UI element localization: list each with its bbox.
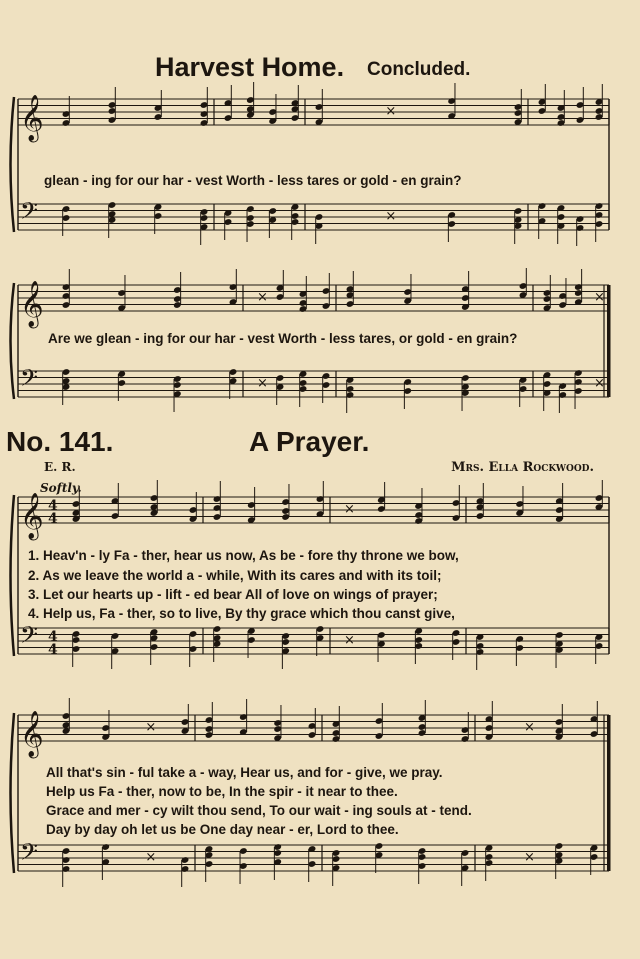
verse-line: All that's sin - ful take a - way, Hear us, and for - give, we pray. [46, 765, 443, 780]
rest: × [594, 376, 605, 391]
rest: × [145, 850, 157, 865]
verse-line: 1. Heav'n - ly Fa - ther, hear us now, As be - fore thy throne we bow, [28, 548, 459, 563]
tempo-marking: Softly. [40, 481, 82, 495]
hymn-number: No. 141. [6, 426, 114, 457]
music-credit: Mrs. Ella Rockwood. [451, 460, 594, 475]
system-brace [11, 713, 15, 873]
verse-line: 3. Let our hearts up - lift - ed bear All of love on wings of prayer; [28, 587, 438, 602]
hymn-title: A Prayer. [249, 426, 370, 457]
rest: × [257, 290, 268, 305]
verse-line: Grace and mer - cy wilt thou send, To our wait - ing souls at - tend. [46, 803, 472, 818]
time-signature: 4 [48, 629, 58, 645]
rest: × [524, 720, 535, 735]
rest: × [524, 850, 535, 865]
rest: × [145, 720, 157, 735]
system-brace [11, 283, 15, 399]
rest: × [344, 502, 355, 517]
treble-clef: 𝄞 [20, 711, 44, 757]
verse-line: Day by day oh let us be One day near - er, Lord to thee. [46, 822, 399, 837]
treble-clef: 𝄞 [20, 493, 44, 539]
verse-line: Help us Fa - ther, now to be, In the spir - it near to thee. [46, 784, 398, 799]
song-title: Harvest Home. [155, 52, 345, 82]
final-barline [607, 285, 611, 397]
verse-line: 2. As we leave the world a - while, With its cares and with its toil; [28, 568, 442, 583]
treble-clef: 𝄞 [20, 95, 44, 141]
verse-line: 4. Help us, Fa - ther, so to live, By thy grace which thou canst give, [28, 606, 455, 621]
rest: × [344, 633, 355, 648]
bass-clef: 𝄢 [20, 197, 39, 230]
time-signature: 4 [48, 498, 58, 514]
lyric-line: Are we glean - ing for our har - vest Worth - less tares, or gold - en grain? [48, 331, 518, 346]
rest: × [257, 376, 268, 391]
rest: × [594, 290, 605, 305]
rest: × [385, 209, 397, 224]
treble-clef: 𝄞 [20, 281, 44, 327]
bass-clef: 𝄢 [20, 364, 39, 397]
final-barline [607, 715, 611, 871]
bass-clef: 𝄢 [20, 621, 39, 654]
words-credit: E. R. [44, 460, 76, 474]
system-brace [11, 97, 15, 232]
rest: × [385, 104, 397, 119]
time-signature: 4 [48, 642, 58, 658]
bass-clef: 𝄢 [20, 838, 39, 871]
song-subtitle: Concluded. [367, 59, 471, 80]
time-signature: 4 [48, 511, 58, 527]
system-brace [11, 495, 15, 656]
lyric-line: glean - ing for our har - vest Worth - less tares or gold - en grain? [44, 173, 462, 188]
